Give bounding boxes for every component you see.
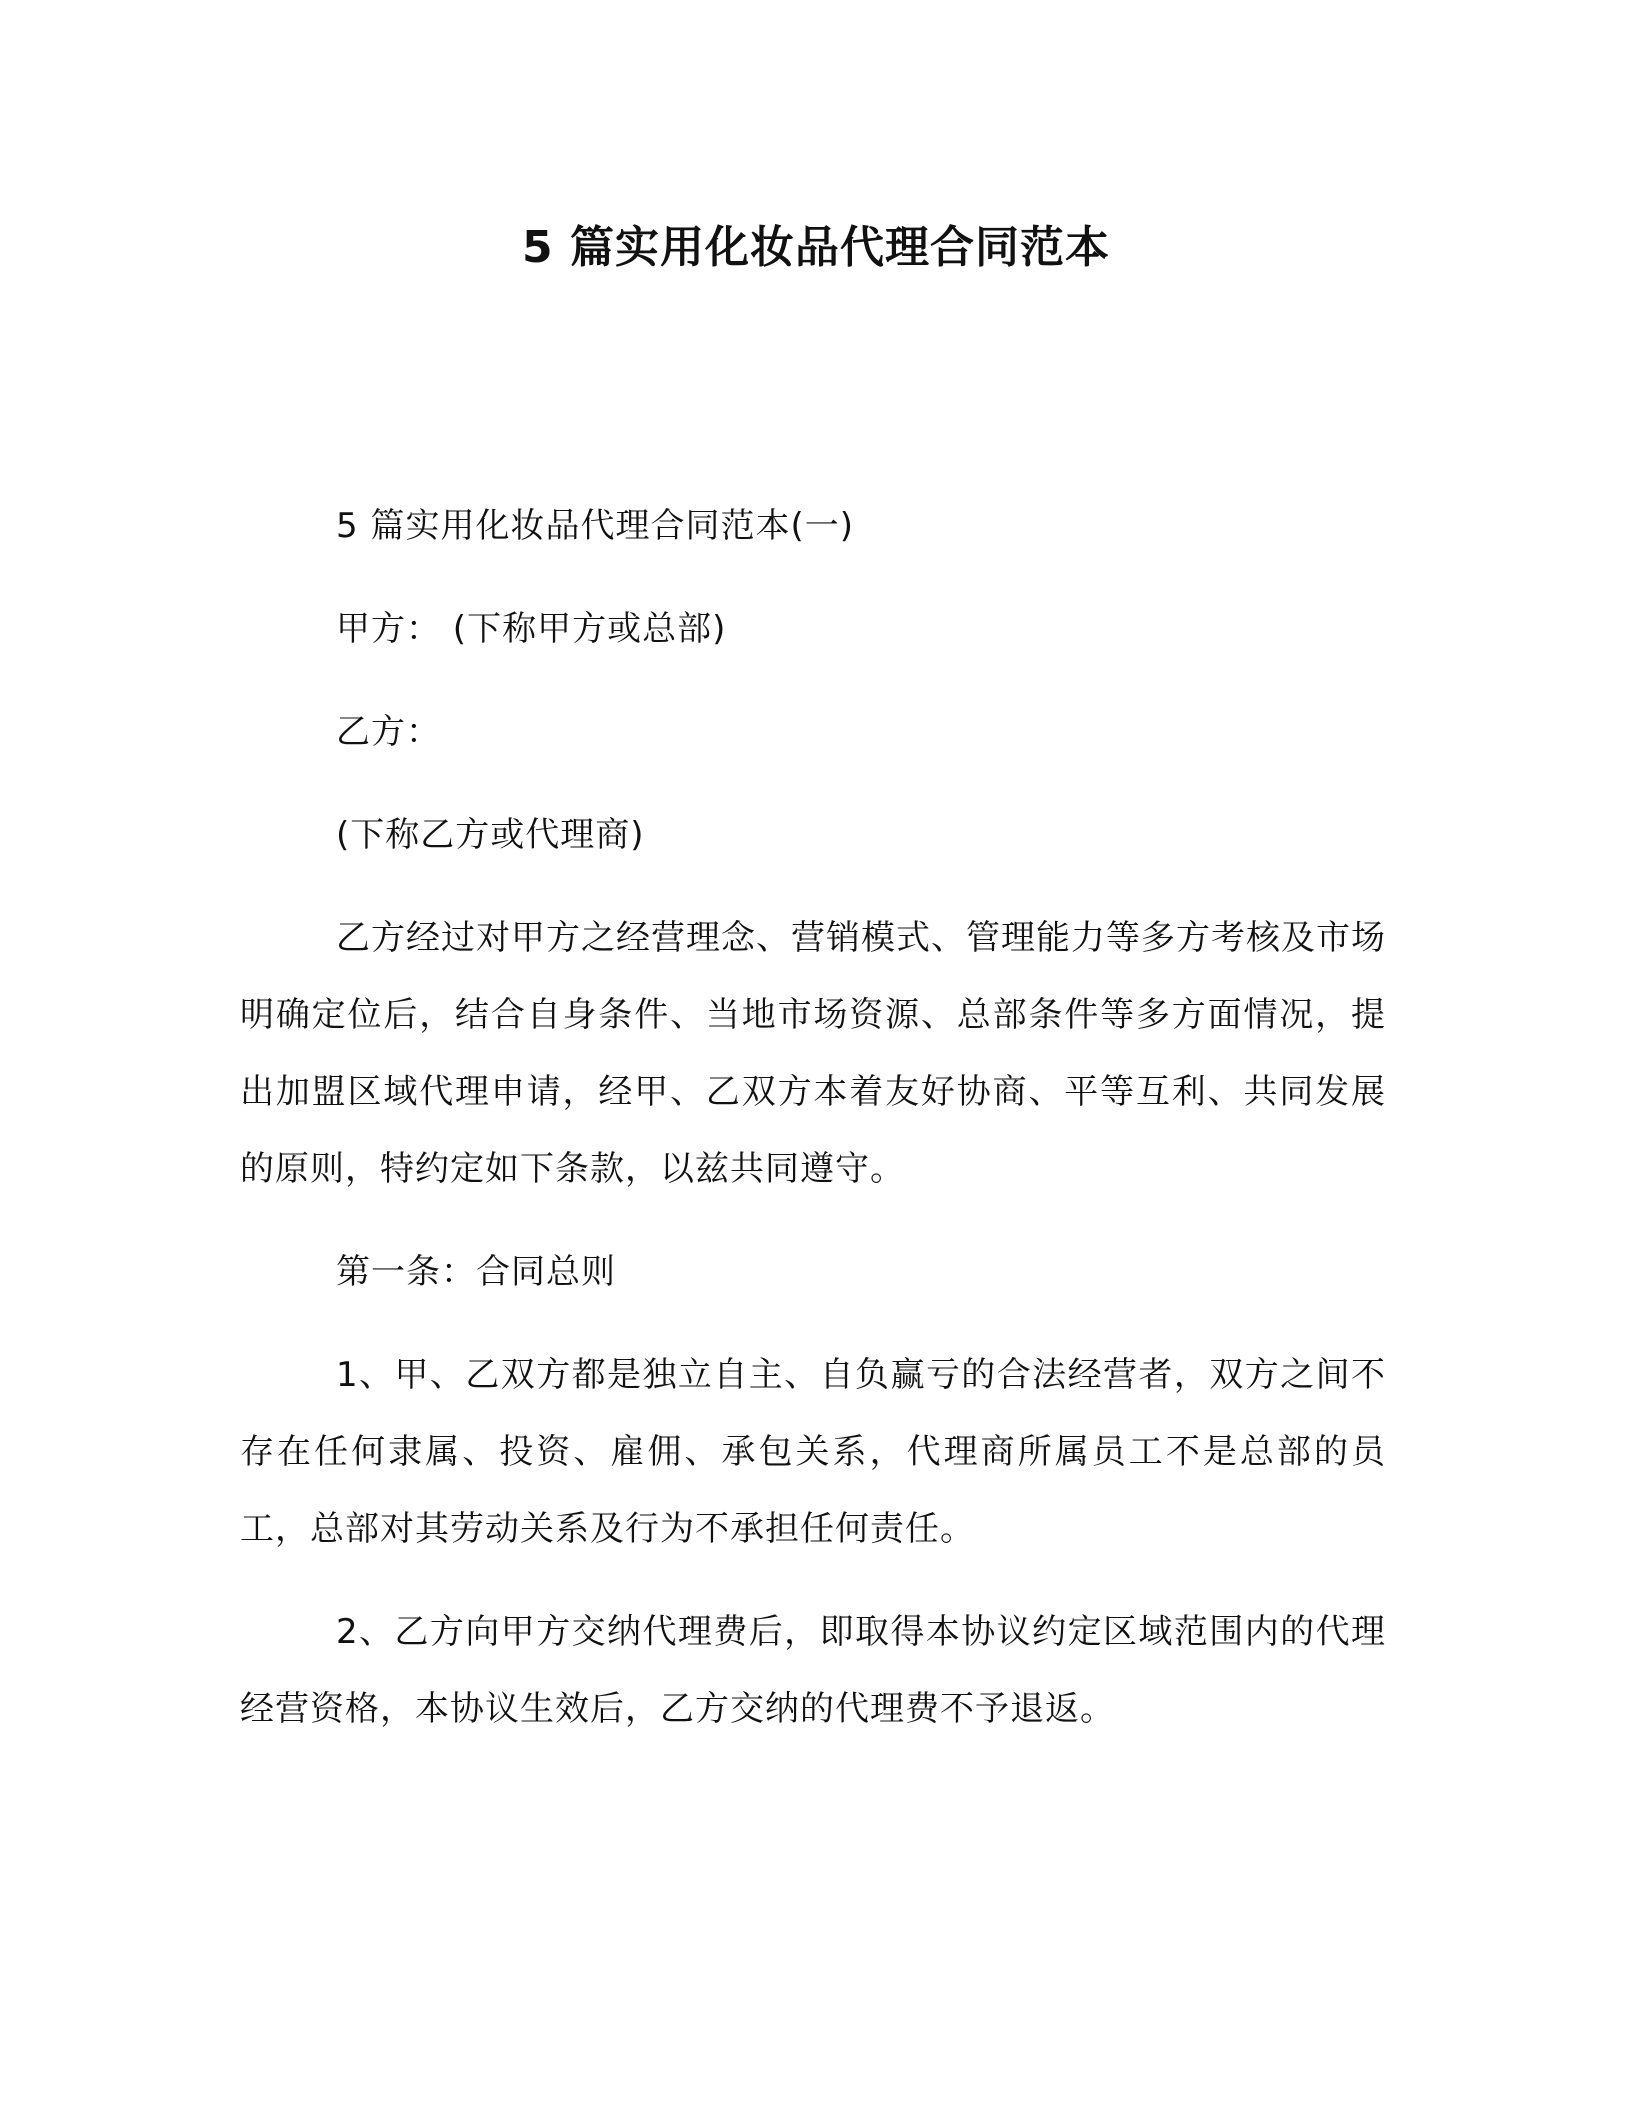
party-b-note: (下称乙方或代理商) bbox=[336, 815, 645, 855]
document-body bbox=[240, 488, 1386, 1774]
party-a-line: 甲方： (下称甲方或总部) bbox=[336, 609, 727, 649]
clause-paragraph: 1、甲、乙双方都是独立自主、自负赢亏的合法经营者，双方之间不存在任何隶属、投资、雇佣、承包关系，代理商所属员工不是总部的员工，总部对其劳动关系及行为不承担任何责任。 bbox=[240, 1355, 1386, 1549]
document-title: 5 篇实用化妆品代理合同范本 bbox=[522, 222, 1110, 273]
preamble-paragraph: 乙方经过对甲方之经营理念、营销模式、管理能力等多方考核及市场明确定位后，结合自身条件、当地市场资源、总部条件等多方面情况，提出加盟区域代理申请，经甲、乙双方本着友好协商、平等互利、共同发展的原则，特约定如下条款，以兹共同遵守。 bbox=[240, 918, 1386, 1189]
section-heading: 5 篇实用化妆品代理合同范本(一) bbox=[336, 506, 854, 546]
clause-paragraph: 2、乙方向甲方交纳代理费后，即取得本协议约定区域范围内的代理经营资格，本协议生效后，乙方交纳的代理费不予退返。 bbox=[240, 1612, 1386, 1729]
article-heading: 第一条：合同总则 bbox=[336, 1252, 616, 1292]
party-b-line: 乙方： bbox=[336, 712, 441, 752]
